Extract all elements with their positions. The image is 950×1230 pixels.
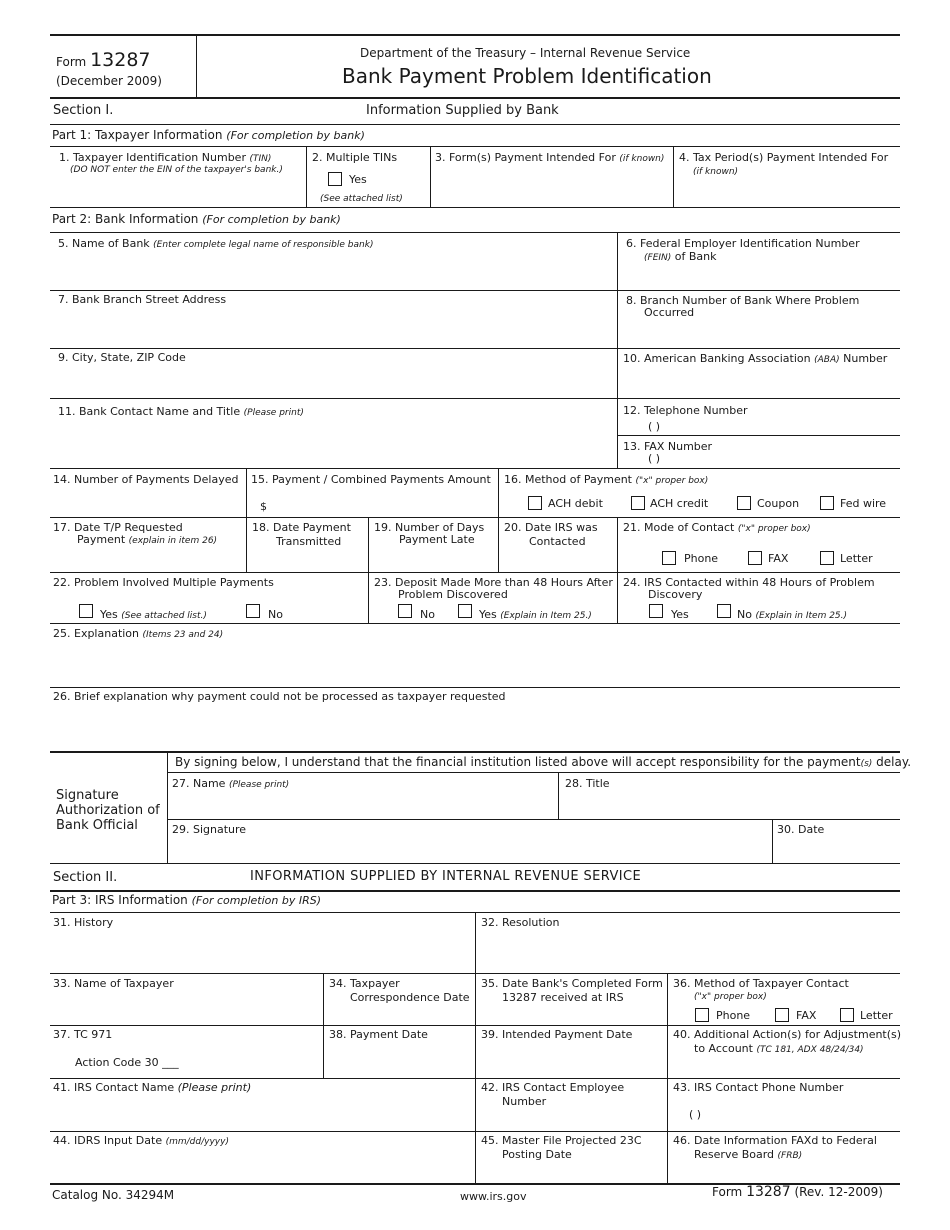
- f21-note: ("x" proper box): [737, 524, 811, 534]
- rule: [50, 1025, 900, 1026]
- form-number: 13287: [90, 49, 151, 71]
- f24-no-note: (Explain in Item 25.): [755, 611, 848, 621]
- f44-note: (mm/dd/yyyy): [165, 1137, 229, 1147]
- f1-text: 1. Taxpayer Identification Number: [59, 151, 246, 164]
- taxpayer-contact-fax-label: FAX: [796, 1009, 817, 1022]
- part3-note: (For completion by IRS): [191, 894, 321, 907]
- catalog-number: Catalog No. 34294M: [52, 1188, 175, 1202]
- rule: [50, 890, 900, 892]
- f40-text: to Account: [694, 1042, 753, 1055]
- field-12-paren: ( ): [648, 420, 661, 433]
- f11-note: (Please print): [243, 408, 304, 418]
- statement-text: By signing below, I understand that the financial institution listed above will accept responsibility for the payment: [175, 755, 861, 769]
- rule: [167, 772, 900, 773]
- divider: [673, 146, 674, 207]
- header-divider: [196, 36, 197, 98]
- ach-debit-label: ACH debit: [548, 497, 603, 510]
- field-30-label: 30. Date: [777, 823, 825, 836]
- footer-form-label: [712, 1186, 883, 1199]
- field-23-label: 23. Deposit Made More than 48 Hours After: [374, 576, 613, 589]
- multiple-tins-yes-label: Yes: [349, 173, 367, 186]
- multiple-payments-no-checkbox[interactable]: [246, 604, 260, 618]
- field-10-label: [623, 352, 887, 367]
- part2-heading: [52, 213, 341, 226]
- field-19-label: 19. Number of Days: [374, 521, 485, 534]
- field-6-label-2: [644, 250, 717, 265]
- deposit-48h-no-checkbox[interactable]: [398, 604, 412, 618]
- field-17-label-2: [77, 533, 217, 548]
- field-20-label: 20. Date IRS was: [504, 521, 598, 534]
- f27-text: 27. Name: [172, 777, 226, 790]
- field-14-label: 14. Number of Payments Delayed: [53, 473, 239, 486]
- field-4-label: 4. Tax Period(s) Payment Intended For: [679, 151, 889, 164]
- coupon-checkbox[interactable]: [737, 496, 751, 510]
- field-45-label-2: Posting Date: [502, 1148, 572, 1161]
- irs-contacted-yes-label: Yes: [671, 608, 689, 621]
- field-11-label: [58, 405, 304, 420]
- field-26-label: 26. Brief explanation why payment could not be processed as taxpayer requested: [53, 690, 506, 703]
- divider: [772, 819, 773, 863]
- field-3-label: [435, 151, 664, 166]
- f40-note: (TC 181, ADX 48/24/34): [756, 1045, 864, 1055]
- field-13-paren: ( ): [648, 452, 661, 465]
- field-21-label: [623, 521, 811, 536]
- field-12-label: 12. Telephone Number: [623, 404, 748, 417]
- rule: [50, 623, 900, 624]
- footer-form-word: Form: [712, 1185, 743, 1199]
- field-17-label: 17. Date T/P Requested: [53, 521, 183, 534]
- divider: [617, 232, 618, 468]
- multiple-tins-yes-checkbox[interactable]: [328, 172, 342, 186]
- rule: [50, 863, 900, 864]
- field-27-label: [172, 777, 289, 792]
- field-46-label: 46. Date Information FAXd to Federal: [673, 1134, 877, 1147]
- deposit-48h-yes-label: [479, 608, 592, 623]
- footer-rev: (Rev. 12-2009): [794, 1185, 883, 1199]
- divider: [368, 517, 369, 623]
- field-15-label: 15. Payment / Combined Payments Amount: [251, 473, 491, 486]
- field-13-label: 13. FAX Number: [623, 440, 713, 453]
- field-43-label: 43. IRS Contact Phone Number: [673, 1081, 844, 1094]
- rule: [50, 398, 900, 399]
- taxpayer-contact-phone-label: Phone: [716, 1009, 751, 1022]
- f17-text: Payment: [77, 533, 126, 546]
- ach-credit-checkbox[interactable]: [631, 496, 645, 510]
- f25-note: (Items 23 and 24): [142, 630, 224, 640]
- field-39-label: 39. Intended Payment Date: [481, 1028, 633, 1041]
- contact-fax-checkbox[interactable]: [748, 551, 762, 565]
- f16-text: 16. Method of Payment: [504, 473, 632, 486]
- f16-note: ("x" proper box): [635, 476, 709, 486]
- irs-contacted-no-checkbox[interactable]: [717, 604, 731, 618]
- f46-note: (FRB): [777, 1151, 803, 1161]
- field-37-action-code: Action Code 30 ___: [75, 1056, 179, 1069]
- f23-yes: Yes: [479, 608, 497, 621]
- contact-phone-checkbox[interactable]: [662, 551, 676, 565]
- form-label: [56, 49, 151, 71]
- divider: [430, 146, 431, 207]
- ach-credit-label: ACH credit: [650, 497, 709, 510]
- rule: [167, 819, 900, 820]
- field-40-label-2: [694, 1042, 864, 1057]
- rule: [50, 751, 900, 753]
- field-31-label: 31. History: [53, 916, 114, 929]
- f11-text: 11. Bank Contact Name and Title: [58, 405, 241, 418]
- field-33-label: 33. Name of Taxpayer: [53, 977, 174, 990]
- signature-side-1: Signature: [56, 788, 119, 803]
- part3-heading: [52, 894, 321, 907]
- taxpayer-contact-phone-checkbox[interactable]: [695, 1008, 709, 1022]
- section2-title: INFORMATION SUPPLIED BY INTERNAL REVENUE SERVICE: [250, 869, 642, 884]
- section2-label: Section II.: [53, 870, 118, 885]
- field-36-label: 36. Method of Taxpayer Contact: [673, 977, 849, 990]
- field-18-label: 18. Date Payment: [252, 521, 351, 534]
- website-link[interactable]: www.irs.gov: [460, 1190, 527, 1203]
- field-32-label: 32. Resolution: [481, 916, 560, 929]
- form-word: Form: [56, 55, 87, 69]
- field-38-label: 38. Payment Date: [329, 1028, 428, 1041]
- rule: [50, 290, 900, 291]
- f10-text: 10. American Banking Association: [623, 352, 811, 365]
- field-25-label: [53, 627, 223, 642]
- rule: [50, 232, 900, 233]
- field-8-label-2: Occurred: [644, 306, 695, 319]
- part1-note: (For completion by bank): [226, 129, 365, 142]
- rule: [50, 973, 900, 974]
- field-40-label: 40. Additional Action(s) for Adjustment(s): [673, 1028, 902, 1041]
- f41-note: (Please print): [177, 1081, 252, 1094]
- rule: [617, 435, 900, 436]
- field-2-note: (See attached list): [320, 194, 403, 204]
- field-37-label: 37. TC 971: [53, 1028, 113, 1041]
- f23-yes-note: (Explain in Item 25.): [500, 611, 592, 621]
- rule: [50, 468, 900, 469]
- irs-contacted-yes-checkbox[interactable]: [649, 604, 663, 618]
- field-35-label-2: 13287 received at IRS: [502, 991, 624, 1004]
- field-18-label-2: Transmitted: [276, 535, 342, 548]
- part1-heading: [52, 129, 365, 142]
- contact-letter-checkbox[interactable]: [820, 551, 834, 565]
- field-42-label: 42. IRS Contact Employee: [481, 1081, 625, 1094]
- contact-phone-label: Phone: [684, 552, 719, 565]
- rule: [50, 572, 900, 573]
- field-34-label: 34. Taxpayer: [329, 977, 400, 990]
- rule: [50, 517, 900, 518]
- field-7-label: 7. Bank Branch Street Address: [58, 293, 227, 306]
- field-4-note: (if known): [693, 167, 739, 177]
- signature-side-2: Authorization of: [56, 803, 160, 818]
- f3-text: 3. Form(s) Payment Intended For: [435, 151, 616, 164]
- field-6-label: 6. Federal Employer Identification Number: [626, 237, 860, 250]
- fed-wire-checkbox[interactable]: [820, 496, 834, 510]
- statement-s: (s): [860, 759, 873, 769]
- divider: [246, 468, 247, 572]
- header-bottom-rule: [50, 97, 900, 99]
- rule: [50, 1131, 900, 1132]
- field-45-label: 45. Master File Projected 23C: [481, 1134, 642, 1147]
- part2-label: Part 2: Bank Information: [52, 212, 199, 226]
- field-20-label-2: Contacted: [529, 535, 586, 548]
- f22-yes-note: (See attached list.): [121, 611, 207, 621]
- multiple-payments-yes-checkbox[interactable]: [79, 604, 93, 618]
- rule: [50, 348, 900, 349]
- rule: [50, 687, 900, 688]
- multiple-payments-yes-label: [100, 608, 207, 623]
- taxpayer-contact-fax-checkbox[interactable]: [775, 1008, 789, 1022]
- divider: [498, 468, 499, 572]
- f10-aba: (ABA): [814, 355, 840, 365]
- field-22-label: 22. Problem Involved Multiple Payments: [53, 576, 274, 589]
- f17-note: (explain in item 26): [128, 536, 218, 546]
- field-28-label: 28. Title: [565, 777, 610, 790]
- f10-tail: Number: [843, 352, 888, 365]
- divider: [617, 517, 618, 623]
- field-5-label: [58, 237, 373, 252]
- field-42-label-2: Number: [502, 1095, 547, 1108]
- top-rule: [50, 34, 900, 36]
- page-title: Bank Payment Problem Identification: [342, 64, 712, 88]
- divider: [167, 751, 168, 863]
- field-29-label: 29. Signature: [172, 823, 247, 836]
- fed-wire-label: Fed wire: [840, 497, 887, 510]
- section1-label: Section I.: [53, 103, 114, 118]
- divider: [475, 912, 476, 1183]
- footer-form-number: 13287: [746, 1184, 791, 1200]
- rule: [50, 207, 900, 208]
- f6-fein: (FEIN): [644, 253, 672, 263]
- field-36-note: ("x" proper box): [694, 992, 767, 1002]
- rule: [50, 124, 900, 125]
- field-46-label-2: [694, 1148, 802, 1163]
- f24-no: No: [737, 608, 752, 621]
- part1-label: Part 1: Taxpayer Information: [52, 128, 223, 142]
- f46-text: Reserve Board: [694, 1148, 775, 1161]
- f27-note: (Please print): [228, 780, 290, 790]
- section1-title: Information Supplied by Bank: [366, 103, 559, 118]
- irs-contacted-no-label: [737, 608, 847, 623]
- rule: [50, 146, 900, 147]
- deposit-48h-no-label: No: [420, 608, 435, 621]
- contact-fax-label: FAX: [768, 552, 789, 565]
- field-16-label: [504, 473, 708, 488]
- statement-end: delay.: [872, 755, 912, 769]
- field-41-label: [53, 1081, 251, 1094]
- taxpayer-contact-letter-checkbox[interactable]: [840, 1008, 854, 1022]
- f25-text: 25. Explanation: [53, 627, 140, 640]
- field-35-label: 35. Date Bank's Completed Form: [481, 977, 663, 990]
- field-19-label-2: Payment Late: [399, 533, 475, 546]
- f5-text: 5. Name of Bank: [58, 237, 150, 250]
- rule: [50, 1078, 900, 1079]
- form-date: (December 2009): [56, 74, 162, 88]
- field-23-label-2: Problem Discovered: [398, 588, 508, 601]
- coupon-label: Coupon: [757, 497, 800, 510]
- department: Department of the Treasury – Internal Revenue Service: [360, 46, 691, 60]
- multiple-payments-no-label: No: [268, 608, 283, 621]
- f21-text: 21. Mode of Contact: [623, 521, 735, 534]
- f44-text: 44. IDRS Input Date: [53, 1134, 163, 1147]
- taxpayer-contact-letter-label: Letter: [860, 1009, 893, 1022]
- field-34-label-2: Correspondence Date: [350, 991, 470, 1004]
- signature-side-3: Bank Official: [56, 818, 138, 833]
- divider: [306, 146, 307, 207]
- field-44-label: [53, 1134, 229, 1149]
- f3-note: (if known): [619, 154, 665, 164]
- field-8-label: 8. Branch Number of Bank Where Problem: [626, 294, 860, 307]
- field-24-label-2: Discovery: [648, 588, 703, 601]
- field-2-label: 2. Multiple TINs: [312, 151, 398, 164]
- part2-note: (For completion by bank): [202, 213, 341, 226]
- field-9-label: 9. City, State, ZIP Code: [58, 351, 186, 364]
- field-1-note: (DO NOT enter the EIN of the taxpayer's bank.): [70, 165, 283, 175]
- f6-tail: of Bank: [671, 250, 717, 263]
- f1-tin: (TIN): [249, 154, 272, 164]
- contact-letter-label: Letter: [840, 552, 873, 565]
- f41-text: 41. IRS Contact Name: [53, 1081, 175, 1094]
- divider: [558, 772, 559, 819]
- field-43-paren: ( ): [689, 1108, 702, 1121]
- deposit-48h-yes-checkbox[interactable]: [458, 604, 472, 618]
- signature-statement: [175, 755, 911, 771]
- field-24-label: 24. IRS Contacted within 48 Hours of Problem: [623, 576, 875, 589]
- f5-note: (Enter complete legal name of responsible bank): [153, 240, 374, 250]
- f22-yes: Yes: [100, 608, 118, 621]
- field-15-dollar: $: [260, 500, 267, 513]
- ach-debit-checkbox[interactable]: [528, 496, 542, 510]
- part3-label: Part 3: IRS Information: [52, 893, 188, 907]
